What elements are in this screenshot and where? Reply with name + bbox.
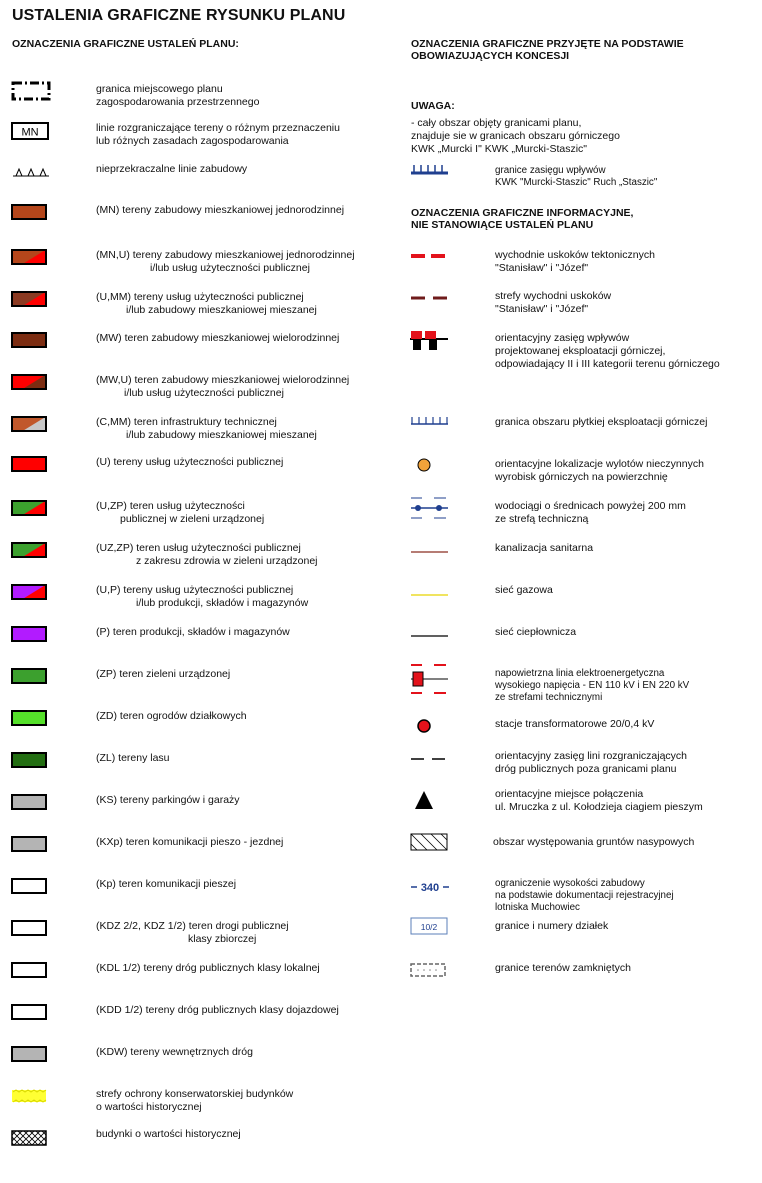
legend-text-line: o wartości historycznej <box>96 1101 202 1113</box>
strefy-wych-symbol-icon <box>410 293 450 306</box>
legend-text-line: "Stanisław" i "Józef" <box>495 262 589 274</box>
legend-text-line: projektowanej eksploatacji górniczej, <box>495 345 666 357</box>
u-symbol-icon <box>11 456 47 476</box>
wodociagi-symbol-icon <box>410 495 450 525</box>
page-title: USTALENIA GRAFICZNE RYSUNKU PLANU <box>12 7 346 24</box>
legend-text-line: granica obszaru płytkiej eksploatacji górniczej <box>495 416 708 428</box>
zp-symbol-icon <box>11 668 47 688</box>
legend-text-line: lotniska Muchowiec <box>495 902 580 913</box>
legend-text-line: napowietrzna linia elektroenergetyczna <box>495 668 665 679</box>
legend-text-line: kanalizacja sanitarna <box>495 542 594 554</box>
mw-symbol-icon <box>11 332 47 352</box>
grunty-symbol-icon <box>410 833 450 855</box>
legend-text-line: strefy wychodni uskoków <box>495 290 612 302</box>
right-section-header-informational <box>411 207 633 231</box>
zamkniete-symbol-icon <box>410 962 450 982</box>
legend-text-line: (KDD 1/2) tereny dróg publicznych klasy dojazdowej <box>96 1004 339 1016</box>
legend-text-line: klasy zbiorczej <box>188 933 257 945</box>
legend-text-line: wychodnie uskoków tektonicznych <box>495 249 655 261</box>
legend-text-line: wysokiego napięcia - EN 110 kV i EN 220 kV <box>495 680 690 691</box>
zasieg-symbol-icon <box>410 162 450 180</box>
wychodnie-symbol-icon <box>410 251 450 264</box>
uwaga-note <box>411 100 620 156</box>
legend-text-line: stacje transformatorowe 20/0,4 kV <box>495 718 655 730</box>
mwu-symbol-icon <box>11 374 47 394</box>
legend-text-line: obszar występowania gruntów nasypowych <box>493 836 695 848</box>
legend-text-line: (MW,U) teren zabudowy mieszkaniowej wielorodzinnej <box>96 374 350 386</box>
zl-symbol-icon <box>11 752 47 772</box>
legend-text-line: (KDZ 2/2, KDZ 1/2) teren drogi publicznej <box>96 920 289 932</box>
legend-text-line: publicznej w zieleni urządzonej <box>120 513 265 525</box>
legend-text-line: i/lub produkcji, składów i magazynów <box>136 597 309 609</box>
uwaga-line: KWK „Murcki I" KWK „Murcki-Staszic" <box>411 143 588 155</box>
uwaga-label: UWAGA: <box>411 100 455 112</box>
uwaga-line: - cały obszar objęty granicami planu, <box>411 117 582 129</box>
mn-symbol-label: MN <box>21 126 39 139</box>
legend-text-line: ze strefą techniczną <box>495 513 589 525</box>
legend-text-line: odpowiadający II i III kategorii terenu górniczego <box>495 358 720 370</box>
legend-text-line: (MN) tereny zabudowy mieszkaniowej jednorodzinnej <box>96 204 345 216</box>
legend-text-line: sieć gazowa <box>495 584 553 596</box>
legend-text-line: z zakresu zdrowia w zieleni urządzonej <box>136 555 318 567</box>
kp-symbol-icon <box>11 878 47 898</box>
legend-text-line: granice i numery działek <box>495 920 609 932</box>
kdw-symbol-icon <box>11 1046 47 1066</box>
cmm-symbol-icon <box>11 416 47 436</box>
gaz-symbol-icon <box>410 589 450 602</box>
mn-symbol-icon <box>11 204 47 224</box>
legend-text-line: (MW) teren zabudowy mieszkaniowej wielorodzinnej <box>96 332 340 344</box>
legend-text-line: orientacyjne lokalizacje wylotów nieczynnych <box>495 458 704 470</box>
wyloty-symbol-icon <box>410 457 450 477</box>
legend-text-line: wyrobisk górniczych na powierzchnię <box>495 471 668 483</box>
up-symbol-icon <box>11 584 47 604</box>
legend-text-line: (U) tereny usług użyteczności publicznej <box>96 456 284 468</box>
right-section-header-concessions <box>411 38 684 62</box>
legend-text-line: i/lub zabudowy mieszkaniowej mieszanej <box>126 429 317 441</box>
zd-symbol-icon <box>11 710 47 730</box>
mnu-symbol-icon <box>11 249 47 269</box>
kdl-symbol-icon <box>11 962 47 982</box>
legend-text-line: (KXp) teren komunikacji pieszo - jezdnej <box>96 836 284 848</box>
legend-text-line: orientacyjne miejsce połączenia <box>495 788 644 800</box>
cieplo-symbol-icon <box>410 630 450 643</box>
uzzp-symbol-icon <box>11 542 47 562</box>
legend-text-line: i/lub usług użyteczności publicznej <box>150 262 310 274</box>
legend-text-line: zagospodarowania przestrzennego <box>96 96 260 108</box>
legend-text-line: i/lub zabudowy mieszkaniowej mieszanej <box>126 304 317 316</box>
granica-symbol-icon <box>11 81 51 105</box>
header-line: NIE STANOWIĄCE USTALEŃ PLANU <box>411 219 594 231</box>
legend-text-line: nieprzekraczalne linie zabudowy <box>96 163 248 175</box>
legend-text-line: (ZL) tereny lasu <box>96 752 170 764</box>
legend-text-line: dróg publicznych poza granicami planu <box>495 763 677 775</box>
legend-text-line: (UZ,ZP) teren usług użyteczności publicznej <box>96 542 301 554</box>
dzialki-symbol-icon <box>410 917 450 939</box>
kanalizacja-symbol-icon <box>410 546 450 559</box>
legend-text-line: na podstawie dokumentacji rejestracyjnej <box>495 890 674 901</box>
drogi-symbol-icon <box>410 753 450 766</box>
uzp-symbol-icon <box>11 500 47 520</box>
legend-text-line: (Kp) teren komunikacji pieszej <box>96 878 237 890</box>
ograniczenie-symbol-icon <box>410 880 452 898</box>
orient-symbol-icon <box>410 330 450 356</box>
kxp-symbol-icon <box>11 836 47 856</box>
legend-text-line: strefy ochrony konserwatorskiej budynków <box>96 1088 294 1100</box>
legend-text-line: (ZP) teren zieleni urządzonej <box>96 668 231 680</box>
p-symbol-icon <box>11 626 47 646</box>
miejsce-symbol-icon <box>410 790 450 814</box>
budynki-symbol-icon <box>11 1130 47 1150</box>
legend-text-line: KWK "Murcki-Staszic" Ruch „Staszic" <box>495 177 658 188</box>
elektro-symbol-icon <box>410 662 450 700</box>
legend-text-line: ograniczenie wysokości zabudowy <box>495 878 645 889</box>
plytka-symbol-icon <box>410 414 450 430</box>
legend-text-line: (P) teren produkcji, składów i magazynów <box>96 626 290 638</box>
legend-text-line: (ZD) teren ogrodów działkowych <box>96 710 247 722</box>
umm-symbol-icon <box>11 291 47 311</box>
legend-text-line: wodociągi o średnicach powyżej 200 mm <box>495 500 686 512</box>
legend-text-line: (U,P) tereny usług użyteczności publicznej <box>96 584 294 596</box>
header-line: OZNACZENIA GRAFICZNE INFORMACYJNE, <box>411 207 634 219</box>
legend-text-line: sieć ciepłownicza <box>495 626 577 638</box>
height-limit-label: 340 <box>420 882 440 894</box>
legend-text-line: ul. Mruczka z ul. Kołodzieja ciagiem pieszym <box>495 801 703 813</box>
legend-text-line: lub różnych zasadach zagospodarowania <box>96 135 289 147</box>
legend-text-line: budynki o wartości historycznej <box>96 1128 241 1140</box>
legend-text-line: "Stanisław" i "Józef" <box>495 303 589 315</box>
left-section-header: OZNACZENIA GRAFICZNE USTALEŃ PLANU: <box>12 38 239 50</box>
legend-text-line: linie rozgraniczające tereny o różnym przeznaczeniu <box>96 122 340 134</box>
legend-text-line: orientacyjny zasięg lini rozgraniczających <box>495 750 688 762</box>
kdz-symbol-icon <box>11 920 47 940</box>
ks-symbol-icon <box>11 794 47 814</box>
strefy-symbol-icon <box>11 1088 47 1108</box>
legend-text-line: (U,ZP) teren usług użyteczności <box>96 500 245 512</box>
parcel-number-label: 10/2 <box>420 922 438 932</box>
linie-symbol-icon <box>11 122 51 144</box>
legend-text-line: i/lub usług użyteczności publicznej <box>124 387 284 399</box>
legend-text-line: ze strefami technicznymi <box>495 692 603 703</box>
nieprzekraczalne-symbol-icon <box>11 166 51 182</box>
legend-text-line: (C,MM) teren infrastruktury technicznej <box>96 416 277 428</box>
header-line: OBOWIAZUJĄCYCH KONCESJI <box>411 50 570 62</box>
legend-text-line: granica miejscowego planu <box>96 83 223 95</box>
kdd-symbol-icon <box>11 1004 47 1024</box>
legend-text-line: (KDW) tereny wewnętrznych dróg <box>96 1046 253 1058</box>
legend-text-line: granice zasięgu wpływów <box>495 165 606 176</box>
legend-text-line: (U,MM) tereny usług użyteczności publicznej <box>96 291 304 303</box>
uwaga-line: znajduje sie w granicach obszaru górniczego <box>411 130 620 142</box>
legend-text-line: (MN,U) tereny zabudowy mieszkaniowej jednorodzinnej <box>96 249 355 261</box>
legend-text-line: granice terenów zamkniętych <box>495 962 631 974</box>
header-line: OZNACZENIA GRAFICZNE PRZYJĘTE NA PODSTAWIE <box>411 38 684 50</box>
legend-text-line: orientacyjny zasięg wpływów <box>495 332 630 344</box>
legend-text-line: (KS) tereny parkingów i garaży <box>96 794 240 806</box>
stacje-symbol-icon <box>410 718 450 738</box>
legend-text-line: (KDL 1/2) tereny dróg publicznych klasy lokalnej <box>96 962 320 974</box>
